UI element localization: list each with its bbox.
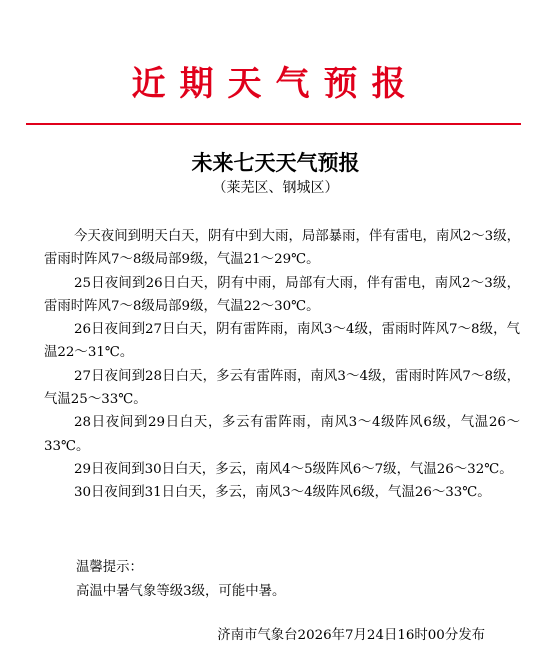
issuer-line: 济南市气象台2026年7月24日16时00分发布 bbox=[217, 628, 485, 643]
forecast-paragraph-day-30: 29日夜间到30日白天，多云，南风4～5级阵风6～7级，气温26～32℃。 bbox=[74, 461, 513, 477]
tips-section bbox=[76, 556, 526, 604]
forecast-paragraph-today: 今天夜间到明天白天，阴有中到大雨，局部暴雨，伴有雷电，南风2～3级，雷雨时阵风7～8级局部9级，气温21～29℃。 bbox=[44, 229, 520, 268]
tips-text: 高温中暑气象等级3级，可能中暑。 bbox=[76, 584, 286, 599]
forecast-paragraph-day-29: 28日夜间到29日白天，多云有雷阵雨，南风3～4级阵风6级，气温26～33℃。 bbox=[44, 415, 520, 454]
forecast-paragraph-day-27: 26日夜间到27日白天，阴有雷阵雨，南风3～4级，雷雨时阵风7～8级，气温22～31℃。 bbox=[44, 322, 520, 361]
tips-heading: 温馨提示： bbox=[76, 560, 143, 575]
banner-title: 近期天气预报 bbox=[131, 64, 420, 104]
forecast-paragraph-day-26: 25日夜间到26日白天，阴有中雨，局部有大雨，伴有雷电，南风2～3级，雷雨时阵风7～8级局部9级，气温22～30℃。 bbox=[44, 275, 520, 314]
forecast-paragraph-day-31: 30日夜间到31日白天，多云，南风3～4级阵风6级，气温26～33℃。 bbox=[74, 485, 491, 501]
document-title: 未来七天天气预报 bbox=[191, 150, 360, 175]
forecast-body bbox=[44, 225, 520, 505]
document-subtitle: （莱芜区、钢城区） bbox=[212, 180, 339, 196]
banner-divider bbox=[26, 123, 521, 125]
forecast-paragraph-day-28: 27日夜间到28日白天，多云有雷阵雨，南风3～4级，雷雨时阵风7～8级，气温25～33℃。 bbox=[44, 368, 520, 408]
